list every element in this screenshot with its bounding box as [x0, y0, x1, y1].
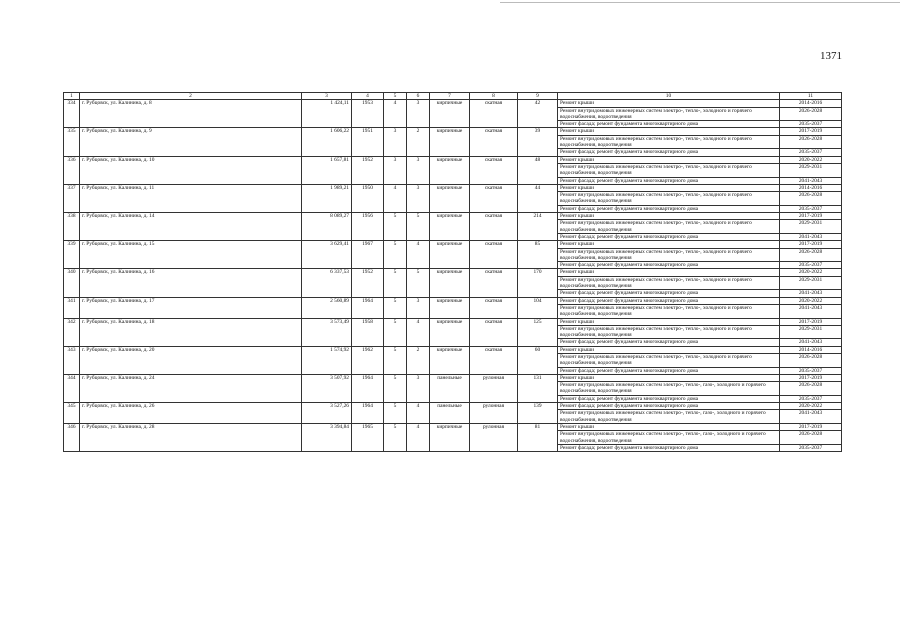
record-number: 341	[64, 297, 80, 318]
entrances-cell: 4	[407, 318, 430, 346]
wall-material-cell: панельные	[430, 374, 470, 402]
col-header: 5	[384, 93, 407, 100]
table-row	[64, 100, 842, 107]
year-cell: 1950	[352, 184, 384, 212]
year-cell: 1951	[352, 128, 384, 156]
work-type-cell: Ремонт фасада; ремонт фундамента многоквартирного дома	[558, 297, 780, 304]
work-type-cell: Ремонт крыши	[558, 128, 780, 135]
record-number: 334	[64, 100, 80, 128]
period-cell: 2035-2037	[780, 367, 842, 374]
year-cell: 1953	[352, 100, 384, 128]
work-type-cell: Ремонт внутридомовых инженерных систем электро-, тепло-, холодного и горячего водоснабжения, водоотведения	[558, 220, 780, 234]
apartments-cell: 44	[518, 184, 558, 212]
entrances-cell: 3	[407, 184, 430, 212]
area-cell: 1 424,11	[302, 100, 352, 128]
work-type-cell: Ремонт крыши	[558, 318, 780, 325]
column-number-row	[64, 93, 842, 100]
roof-type-cell: рулонная	[470, 403, 518, 424]
apartments-cell: 42	[518, 100, 558, 128]
table-row	[64, 241, 842, 248]
period-cell: 2014-2016	[780, 100, 842, 107]
wall-material-cell: панельные	[430, 403, 470, 424]
address-cell: г. Рубцовск, ул. Калинина, д. 26	[80, 403, 302, 424]
year-cell: 1962	[352, 346, 384, 374]
col-header: 2	[80, 93, 302, 100]
floors-cell: 5	[384, 269, 407, 297]
work-type-cell: Ремонт внутридомовых инженерных систем электро-, тепло-, газо-, холодного и горячего водоснабжения, водоотведения	[558, 431, 780, 445]
address-cell: г. Рубцовск, ул. Калинина, д. 24	[80, 374, 302, 402]
area-cell: 1 989,21	[302, 184, 352, 212]
apartments-cell: 170	[518, 269, 558, 297]
period-cell: 2041-2043	[780, 410, 842, 424]
table-row	[64, 269, 842, 276]
period-cell: 2014-2016	[780, 346, 842, 353]
work-type-cell: Ремонт крыши	[558, 374, 780, 381]
work-type-cell: Ремонт внутридомовых инженерных систем электро-, тепло-, холодного и горячего водоснабжения, водоотведения	[558, 163, 780, 177]
roof-type-cell: скатная	[470, 100, 518, 128]
page-number: 1371	[820, 50, 842, 62]
work-type-cell: Ремонт фасада; ремонт фундамента многоквартирного дома	[558, 233, 780, 240]
repair-schedule-table	[63, 92, 842, 452]
address-cell: г. Рубцовск, ул. Калинина, д. 15	[80, 241, 302, 269]
roof-type-cell: скатная	[470, 346, 518, 374]
period-cell: 2035-2037	[780, 121, 842, 128]
work-type-cell: Ремонт крыши	[558, 269, 780, 276]
work-type-cell: Ремонт крыши	[558, 156, 780, 163]
period-cell: 2026-2028	[780, 431, 842, 445]
apartments-cell: 131	[518, 374, 558, 402]
entrances-cell: 3	[407, 374, 430, 402]
period-cell: 2035-2037	[780, 262, 842, 269]
period-cell: 2026-2028	[780, 382, 842, 396]
work-type-cell: Ремонт внутридомовых инженерных систем электро-, тепло-, холодного и горячего водоснабжения, водоотведения	[558, 135, 780, 149]
table-row	[64, 403, 842, 410]
apartments-cell: 60	[518, 346, 558, 374]
roof-type-cell: скатная	[470, 128, 518, 156]
entrances-cell: 2	[407, 346, 430, 374]
work-type-cell: Ремонт фасада; ремонт фундамента многоквартирного дома	[558, 367, 780, 374]
work-type-cell: Ремонт фасада; ремонт фундамента многоквартирного дома	[558, 290, 780, 297]
floors-cell: 5	[384, 318, 407, 346]
address-cell: г. Рубцовск, ул. Калинина, д. 18	[80, 318, 302, 346]
year-cell: 1964	[352, 297, 384, 318]
address-cell: г. Рубцовск, ул. Калинина, д. 16	[80, 269, 302, 297]
period-cell: 2026-2028	[780, 192, 842, 206]
roof-type-cell: скатная	[470, 318, 518, 346]
area-cell: 3 527,26	[302, 403, 352, 424]
area-cell: 8 089,27	[302, 213, 352, 241]
period-cell: 2029-2031	[780, 220, 842, 234]
address-cell: г. Рубцовск, ул. Калинина, д. 10	[80, 156, 302, 184]
work-type-cell: Ремонт фасада; ремонт фундамента многоквартирного дома	[558, 121, 780, 128]
wall-material-cell: кирпичные	[430, 346, 470, 374]
period-cell: 2026-2028	[780, 248, 842, 262]
floors-cell: 5	[384, 346, 407, 374]
table-row	[64, 318, 842, 325]
address-cell: г. Рубцовск, ул. Калинина, д. 17	[80, 297, 302, 318]
apartments-cell: 48	[518, 156, 558, 184]
area-cell: 3 629,41	[302, 241, 352, 269]
wall-material-cell: кирпичные	[430, 269, 470, 297]
apartments-cell: 81	[518, 423, 558, 451]
col-header: 8	[470, 93, 518, 100]
year-cell: 1952	[352, 269, 384, 297]
apartments-cell: 85	[518, 241, 558, 269]
work-type-cell: Ремонт фасада; ремонт фундамента многоквартирного дома	[558, 403, 780, 410]
period-cell: 2029-2031	[780, 163, 842, 177]
period-cell: 2035-2037	[780, 444, 842, 451]
area-cell: 2 560,89	[302, 297, 352, 318]
work-type-cell: Ремонт внутридомовых инженерных систем электро-, тепло-, холодного и горячего водоснабжения, водоотведения	[558, 276, 780, 290]
period-cell: 2014-2016	[780, 184, 842, 191]
entrances-cell: 3	[407, 297, 430, 318]
wall-material-cell: кирпичные	[430, 213, 470, 241]
apartments-cell: 39	[518, 128, 558, 156]
record-number: 339	[64, 241, 80, 269]
record-number: 336	[64, 156, 80, 184]
record-number: 338	[64, 213, 80, 241]
roof-type-cell: рулонная	[470, 423, 518, 451]
entrances-cell: 2	[407, 128, 430, 156]
floors-cell: 5	[384, 403, 407, 424]
record-number: 337	[64, 184, 80, 212]
work-type-cell: Ремонт фасада; ремонт фундамента многоквартирного дома	[558, 444, 780, 451]
area-cell: 1 574,92	[302, 346, 352, 374]
work-type-cell: Ремонт внутридомовых инженерных систем электро-, тепло-, холодного и горячего водоснабжения, водоотведения	[558, 325, 780, 339]
address-cell: г. Рубцовск, ул. Калинина, д. 9	[80, 128, 302, 156]
table-row	[64, 346, 842, 353]
address-cell: г. Рубцовск, ул. Калинина, д. 14	[80, 213, 302, 241]
wall-material-cell: кирпичные	[430, 156, 470, 184]
period-cell: 2020-2022	[780, 403, 842, 410]
year-cell: 1967	[352, 241, 384, 269]
entrances-cell: 3	[407, 100, 430, 128]
roof-type-cell: скатная	[470, 269, 518, 297]
col-header: 1	[64, 93, 80, 100]
wall-material-cell: кирпичные	[430, 241, 470, 269]
period-cell: 2026-2028	[780, 353, 842, 367]
col-header: 10	[558, 93, 780, 100]
period-cell: 2035-2037	[780, 395, 842, 402]
work-type-cell: Ремонт крыши	[558, 100, 780, 107]
year-cell: 1958	[352, 318, 384, 346]
period-cell: 2017-2019	[780, 318, 842, 325]
record-number: 345	[64, 403, 80, 424]
floors-cell: 5	[384, 297, 407, 318]
work-type-cell: Ремонт фасада; ремонт фундамента многоквартирного дома	[558, 149, 780, 156]
roof-type-cell: скатная	[470, 184, 518, 212]
wall-material-cell: кирпичные	[430, 184, 470, 212]
period-cell: 2041-2043	[780, 290, 842, 297]
table-row	[64, 297, 842, 304]
col-header: 6	[407, 93, 430, 100]
roof-type-cell: скатная	[470, 297, 518, 318]
work-type-cell: Ремонт внутридомовых инженерных систем электро-, тепло-, холодного и горячего водоснабжения, водоотведения	[558, 192, 780, 206]
entrances-cell: 5	[407, 213, 430, 241]
apartments-cell: 125	[518, 318, 558, 346]
table-row	[64, 374, 842, 381]
address-cell: г. Рубцовск, ул. Калинина, д. 28	[80, 423, 302, 451]
record-number: 344	[64, 374, 80, 402]
period-cell: 2029-2031	[780, 276, 842, 290]
wall-material-cell: кирпичные	[430, 318, 470, 346]
work-type-cell: Ремонт крыши	[558, 213, 780, 220]
area-cell: 6 337,53	[302, 269, 352, 297]
work-type-cell: Ремонт фасада; ремонт фундамента многоквартирного дома	[558, 262, 780, 269]
area-cell: 3 573,49	[302, 318, 352, 346]
wall-material-cell: кирпичные	[430, 100, 470, 128]
period-cell: 2035-2037	[780, 205, 842, 212]
table-row	[64, 156, 842, 163]
work-type-cell: Ремонт внутридомовых инженерных систем электро-, тепло-, газо-, холодного и горячего водоснабжения, водоотведения	[558, 382, 780, 396]
apartments-cell: 104	[518, 297, 558, 318]
record-number: 346	[64, 423, 80, 451]
roof-type-cell: рулонная	[470, 374, 518, 402]
record-number: 335	[64, 128, 80, 156]
col-header: 9	[518, 93, 558, 100]
address-cell: г. Рубцовск, ул. Калинина, д. 20	[80, 346, 302, 374]
period-cell: 2017-2019	[780, 241, 842, 248]
work-type-cell: Ремонт крыши	[558, 346, 780, 353]
record-number: 343	[64, 346, 80, 374]
address-cell: г. Рубцовск, ул. Калинина, д. 8	[80, 100, 302, 128]
wall-material-cell: кирпичные	[430, 128, 470, 156]
entrances-cell: 3	[407, 156, 430, 184]
wall-material-cell: кирпичные	[430, 297, 470, 318]
col-header: 3	[302, 93, 352, 100]
work-type-cell: Ремонт фасада; ремонт фундамента многоквартирного дома	[558, 205, 780, 212]
period-cell: 2017-2019	[780, 423, 842, 430]
col-header: 7	[430, 93, 470, 100]
year-cell: 1952	[352, 156, 384, 184]
area-cell: 1 606,22	[302, 128, 352, 156]
apartments-cell: 214	[518, 213, 558, 241]
period-cell: 2017-2019	[780, 374, 842, 381]
floors-cell: 5	[384, 213, 407, 241]
period-cell: 2020-2022	[780, 269, 842, 276]
entrances-cell: 4	[407, 241, 430, 269]
record-number: 340	[64, 269, 80, 297]
area-cell: 3 507,92	[302, 374, 352, 402]
floors-cell: 4	[384, 184, 407, 212]
year-cell: 1964	[352, 403, 384, 424]
period-cell: 2041-2043	[780, 304, 842, 318]
table-row	[64, 184, 842, 191]
period-cell: 2041-2043	[780, 177, 842, 184]
roof-type-cell: скатная	[470, 156, 518, 184]
work-type-cell: Ремонт внутридомовых инженерных систем электро-, тепло-, холодного и горячего водоснабжения, водоотведения	[558, 353, 780, 367]
period-cell: 2020-2022	[780, 297, 842, 304]
floors-cell: 4	[384, 100, 407, 128]
period-cell: 2026-2028	[780, 135, 842, 149]
period-cell: 2017-2019	[780, 128, 842, 135]
period-cell: 2020-2022	[780, 156, 842, 163]
entrances-cell: 4	[407, 403, 430, 424]
year-cell: 1956	[352, 213, 384, 241]
work-type-cell: Ремонт внутридомовых инженерных систем электро-, тепло-, холодного и горячего водоснабжения, водоотведения	[558, 304, 780, 318]
wall-material-cell: кирпичные	[430, 423, 470, 451]
work-type-cell: Ремонт внутридомовых инженерных систем электро-, тепло-, холодного и горячего водоснабжения, водоотведения	[558, 107, 780, 121]
floors-cell: 5	[384, 374, 407, 402]
area-cell: 3 394,84	[302, 423, 352, 451]
period-cell: 2029-2031	[780, 325, 842, 339]
work-type-cell: Ремонт крыши	[558, 241, 780, 248]
year-cell: 1964	[352, 374, 384, 402]
floors-cell: 3	[384, 156, 407, 184]
entrances-cell: 4	[407, 423, 430, 451]
period-cell: 2026-2028	[780, 107, 842, 121]
record-number: 342	[64, 318, 80, 346]
col-header: 11	[780, 93, 842, 100]
roof-type-cell: скатная	[470, 241, 518, 269]
period-cell: 2017-2019	[780, 213, 842, 220]
work-type-cell: Ремонт крыши	[558, 423, 780, 430]
period-cell: 2041-2043	[780, 339, 842, 346]
work-type-cell: Ремонт внутридомовых инженерных систем электро-, тепло-, газо-, холодного и горячего водоснабжения, водоотведения	[558, 410, 780, 424]
address-cell: г. Рубцовск, ул. Калинина, д. 11	[80, 184, 302, 212]
floors-cell: 3	[384, 128, 407, 156]
period-cell: 2035-2037	[780, 149, 842, 156]
table-row	[64, 423, 842, 430]
year-cell: 1965	[352, 423, 384, 451]
roof-type-cell: скатная	[470, 213, 518, 241]
work-type-cell: Ремонт внутридомовых инженерных систем электро-, тепло-, холодного и горячего водоснабжения, водоотведения	[558, 248, 780, 262]
entrances-cell: 5	[407, 269, 430, 297]
top-edge-line	[500, 2, 900, 3]
work-type-cell: Ремонт фасада; ремонт фундамента многоквартирного дома	[558, 177, 780, 184]
floors-cell: 5	[384, 423, 407, 451]
work-type-cell: Ремонт крыши	[558, 184, 780, 191]
apartments-cell: 139	[518, 403, 558, 424]
table-body	[64, 100, 842, 452]
table-row	[64, 128, 842, 135]
period-cell: 2041-2043	[780, 233, 842, 240]
area-cell: 1 657,81	[302, 156, 352, 184]
work-type-cell: Ремонт фасада; ремонт фундамента многоквартирного дома	[558, 395, 780, 402]
table-row	[64, 213, 842, 220]
col-header: 4	[352, 93, 384, 100]
work-type-cell: Ремонт фасада; ремонт фундамента многоквартирного дома	[558, 339, 780, 346]
floors-cell: 5	[384, 241, 407, 269]
